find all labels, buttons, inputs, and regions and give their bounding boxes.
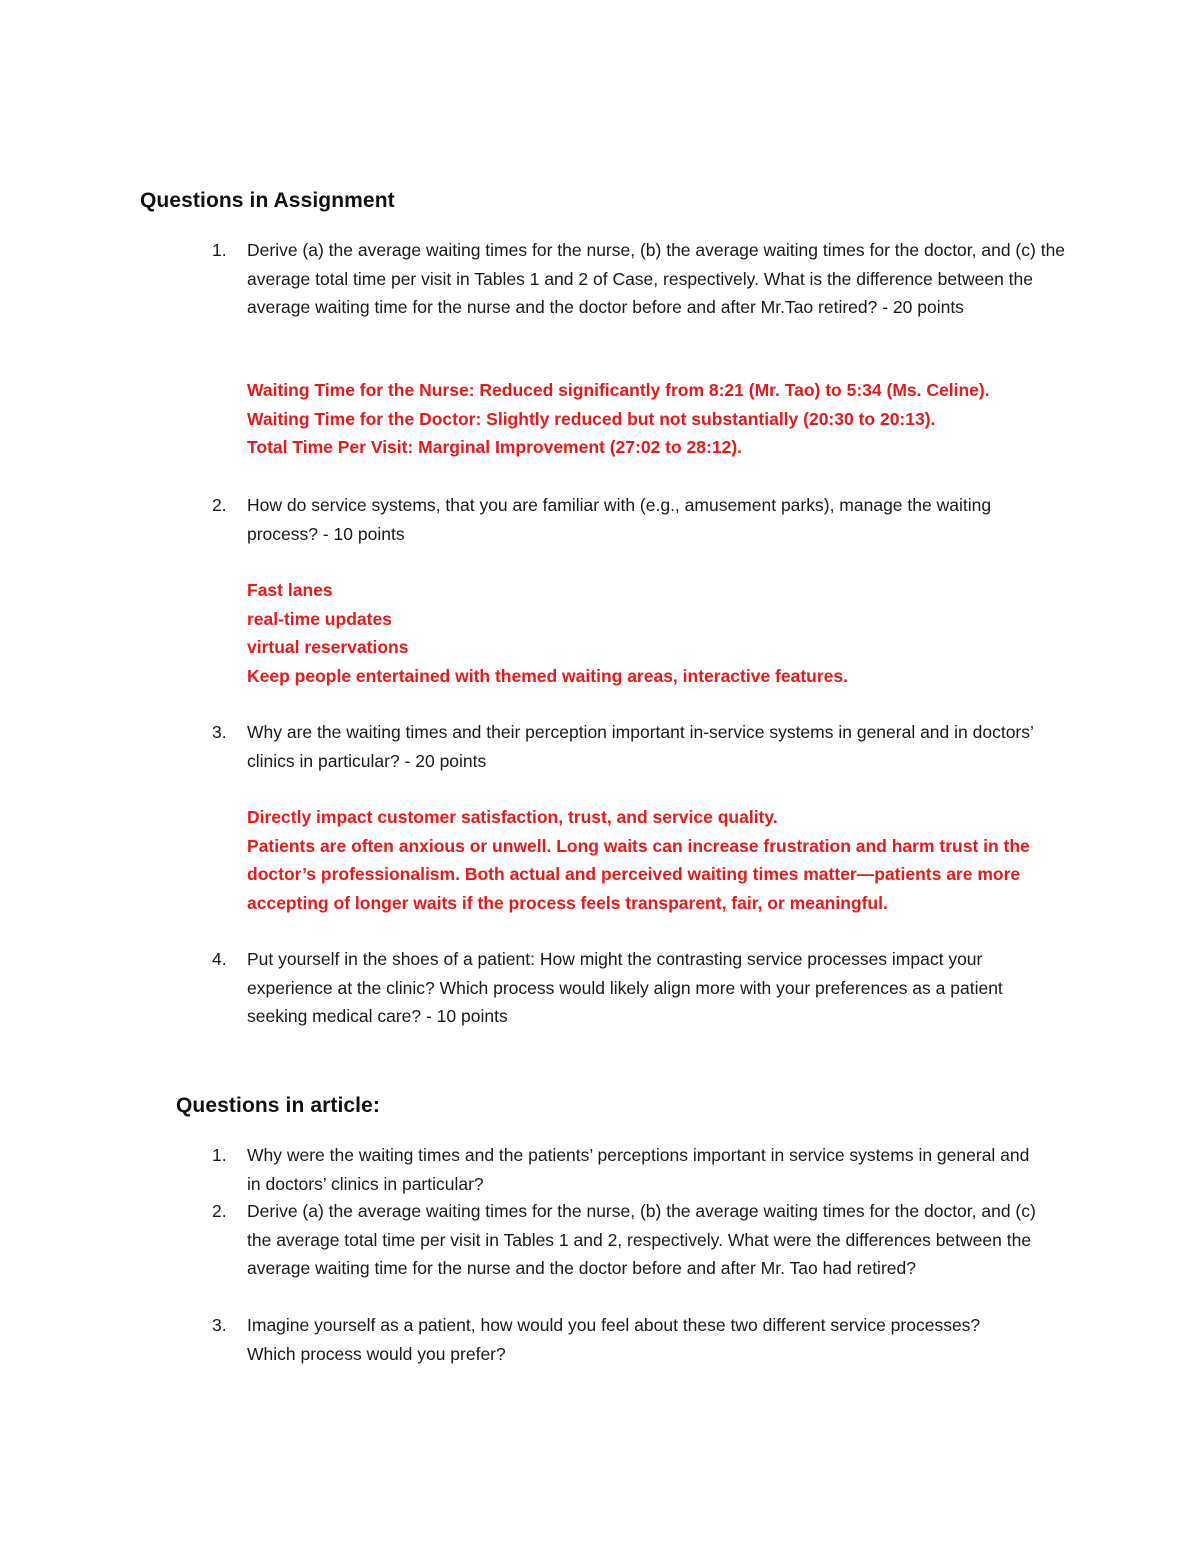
assignment-q4-text: Put yourself in the shoes of a patient: How might the contrasting service processes impact your experience at the clinic? Which process would likely align more with your preferences as a patient seeking medical care? - 10 points — [247, 949, 1003, 1026]
assignment-q3-text: Why are the waiting times and their perception important in-service systems in general and in doctors’ clinics in particular? - 20 points — [247, 722, 1034, 771]
article-q2-number: 2. — [212, 1201, 227, 1221]
assignment-q3-answers — [247, 803, 1062, 917]
article-q1-number: 1. — [212, 1145, 227, 1165]
article-q3-text: Imagine yourself as a patient, how would you feel about these two different service processes? Which process would you prefer? — [247, 1315, 981, 1364]
article-q1-text: Why were the waiting times and the patients’ perceptions important in service systems in general and in doctors’ clinics in particular? — [247, 1145, 1030, 1194]
assignment-q3-number: 3. — [212, 722, 227, 742]
assignment-q3-answer-2: Patients are often anxious or unwell. Long waits can increase frustration and harm trust in the doctor’s professionalism. Both actual and perceived waiting times matter—patients are more accepting of longer waits if the process feels transparent, fair, or meaningful. — [247, 835, 1030, 913]
assignment-q2-answer-4: Keep people entertained with themed waiting areas, interactive features. — [247, 665, 849, 686]
assignment-q2-answers — [247, 576, 1077, 690]
article-q2-text: Derive (a) the average waiting times for the nurse, (b) the average waiting times for the doctor, and (c) the average total time per visit in Tables 1 and 2, respectively. What were the differences between the average waiting time for the nurse and the doctor before and after Mr. Tao had retired? — [247, 1201, 1036, 1278]
assignment-q4-number: 4. — [212, 949, 227, 969]
assignment-q1-answer-doctor: Waiting Time for the Doctor: Slightly reduced but not substantially (20:30 to 20:13). — [247, 408, 936, 429]
assignment-q2-number: 2. — [212, 495, 227, 515]
assignment-q2-answer-1: Fast lanes — [247, 580, 333, 600]
assignment-heading: Questions in Assignment — [140, 189, 395, 212]
assignment-q1-answer-total: Total Time Per Visit: Marginal Improvement (27:02 to 28:12). — [247, 437, 743, 457]
assignment-q2-answer-2: real-time updates — [247, 608, 392, 629]
article-q3-number: 3. — [212, 1315, 227, 1335]
assignment-q1-number: 1. — [212, 240, 227, 260]
assignment-q2-text: How do service systems, that you are familiar with (e.g., amusement parks), manage the waiting process? - 10 points — [247, 495, 992, 544]
assignment-q1-answer-nurse: Waiting Time for the Nurse: Reduced significantly from 8:21 (Mr. Tao) to 5:34 (Ms. Celine). — [247, 380, 990, 400]
article-heading: Questions in article: — [176, 1094, 380, 1117]
assignment-q2-answer-3: virtual reservations — [247, 637, 409, 657]
assignment-q1-answers — [247, 376, 1077, 462]
assignment-q1-text: Derive (a) the average waiting times for the nurse, (b) the average waiting times for the doctor, and (c) the average total time per visit in Tables 1 and 2 of Case, respectively. What is the difference between the average waiting time for the nurse and the doctor before and after Mr.Tao retired? - 20 points — [247, 240, 1066, 317]
assignment-q3-answer-1: Directly impact customer satisfaction, trust, and service quality. — [247, 807, 778, 827]
